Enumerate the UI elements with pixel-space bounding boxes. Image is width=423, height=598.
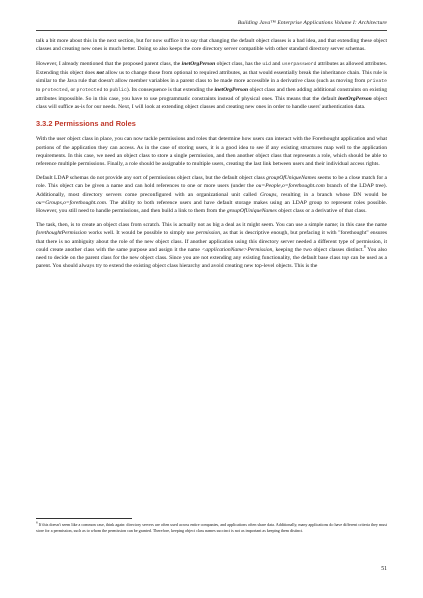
code-term: userpassword [281,61,317,67]
paragraph-3: With the user object class in place, you can now tackle permissions and roles that determine how users can interact with the Forethought application and what portions of the application they can access. As in the case of storing users, it is a good idea to see if any existing structures map well to the application requirements. In this case, we need an object class to store a single permission, and then another object class that represents a role, which should be able to reference multiple permissions. Finally, a role should be assignable to multiple users, creating the last link between users and their individual access rights. [36,136,387,167]
text-run: , resulting in a branch whose DN would be [276,191,387,198]
text-run: can be used as a parent. You should always try to extend the existing object class hierarchy and avoid creating new top-level objects. This is the [36,254,387,269]
body-text [36,37,387,276]
paragraph-5 [36,221,387,270]
class-name: groupOfUniqueNames [226,207,277,214]
text-run: works well. It would be possible to simply use [86,230,196,237]
text-run: object class will suffice as-is for our needs. Next, I will look at extending object classes and creating new ones in order to handle users' authentication data. [36,96,387,111]
code-term: protected [76,87,103,93]
text-run: , keeping the two object classes distinct. [272,246,364,253]
text-run: to [102,86,110,93]
code-term: protected [41,87,68,93]
text-run: However, I already mentioned that the proposed parent class, the [36,60,182,67]
footnote-ref[interactable]: 8 [363,244,366,249]
text-run: The task, then, is to create an object class from scratch. This is actually not as big a deal as it might seem. You can use a simple name; in this case the name [36,222,387,229]
class-name: inetOrgPerson [181,60,216,67]
text-run: attributes as allowed attributes. Extending this object does [36,60,387,76]
footnote [36,522,387,533]
text-run: object class and then adding additional constraints on existing attributes impossible. So in this case, you have to use programmatic constraints instead of physical ones. This means that the default [36,86,388,103]
text-run: , as that is descriptive enough, but prefacing it with "forethought" ensures that there is no ambiguity about the role of the new object class. If another application using this directory server needed a different type of permission, it could create another class with the same purpose and assign it the name [36,230,387,253]
text-run: , or [67,86,77,93]
text-run: to [36,86,42,93]
code-term: public [109,87,127,93]
footnote-text: If this doesn't seem like a common case, think again: directory servers are often used across entire companies, and applications often share data. Additionally, many applications do have different criteria they must store for a permission, such as to whom the permission can be granted. Therefore, keeping object class names succinct is not as important as keeping them distinct. [36,522,387,533]
footnote-rule [36,518,132,519]
class-name: forethoughtPermission [36,230,87,237]
dn-term: ou=People,o=forethought.com [255,183,325,190]
header-rule [36,30,387,31]
class-name: inetOrgPerson [338,96,372,103]
text-run: seems to be a close match for a role. This object can be given a name and can hold references to one or more users (under the [36,175,387,190]
text-run: You also need to decide on the parent class for the new object class. Since you are not extending any existing functionality, the default base class [36,246,387,261]
footnote-number: 8 [36,520,38,525]
class-name: inetOrgPerson [214,86,249,93]
text-run: and [270,60,282,67]
class-name: groupOfUniqueNames [266,175,317,182]
class-name: top [341,254,350,261]
class-name: permission [195,230,221,237]
text-run: Default LDAP schemas do not provide any sort of permissions object class, but the default object class [36,175,267,182]
text-run: . The ability to both reference users and have default storage makes using an LDAP group to represent roles possible. However, you still need to handle permissions, and then build a link to them from the [36,199,387,214]
text-run: branch of the LDAP tree). Additionally, most directory servers come preconfigured with an organizational unit called [36,183,387,198]
emphasis: not [96,69,104,76]
running-header: Building Java™ Enterprise Applications Volume I: Architecture [237,20,387,26]
paragraph-2 [36,60,387,112]
code-term: private [366,78,387,84]
paragraph-4 [36,174,387,215]
class-name: <applicationName>Permission [201,246,273,253]
page-number: 51 [381,566,387,572]
paragraph-1: talk a bit more about this in the next section, but for now suffice it to say that changing the default object classes is a bad idea, and that extending these object classes and creating new ones is much better. Doing so also keeps the core directory server compatible with other standard directory server schemas. [36,38,387,53]
text-run: object class or a derivative of that class. [276,207,367,214]
text-run: object class, has the [215,60,263,67]
section-heading: 3.3.2 Permissions and Roles [36,119,136,129]
text-run: allow us to change those from optional to required attributes, as that would essentially break the inheritance chain. This rule is similar to the Java rule that doesn't allow member variables in a parent class to be made more accessible in a derivative class (such as moving from [36,69,387,84]
dn-term: ou=Groups,o=forethought.com [36,199,106,206]
text-run: ). Its consequence is that extending the [126,86,215,93]
code-term: uid [262,61,271,67]
ou-term: Groups [259,191,277,198]
